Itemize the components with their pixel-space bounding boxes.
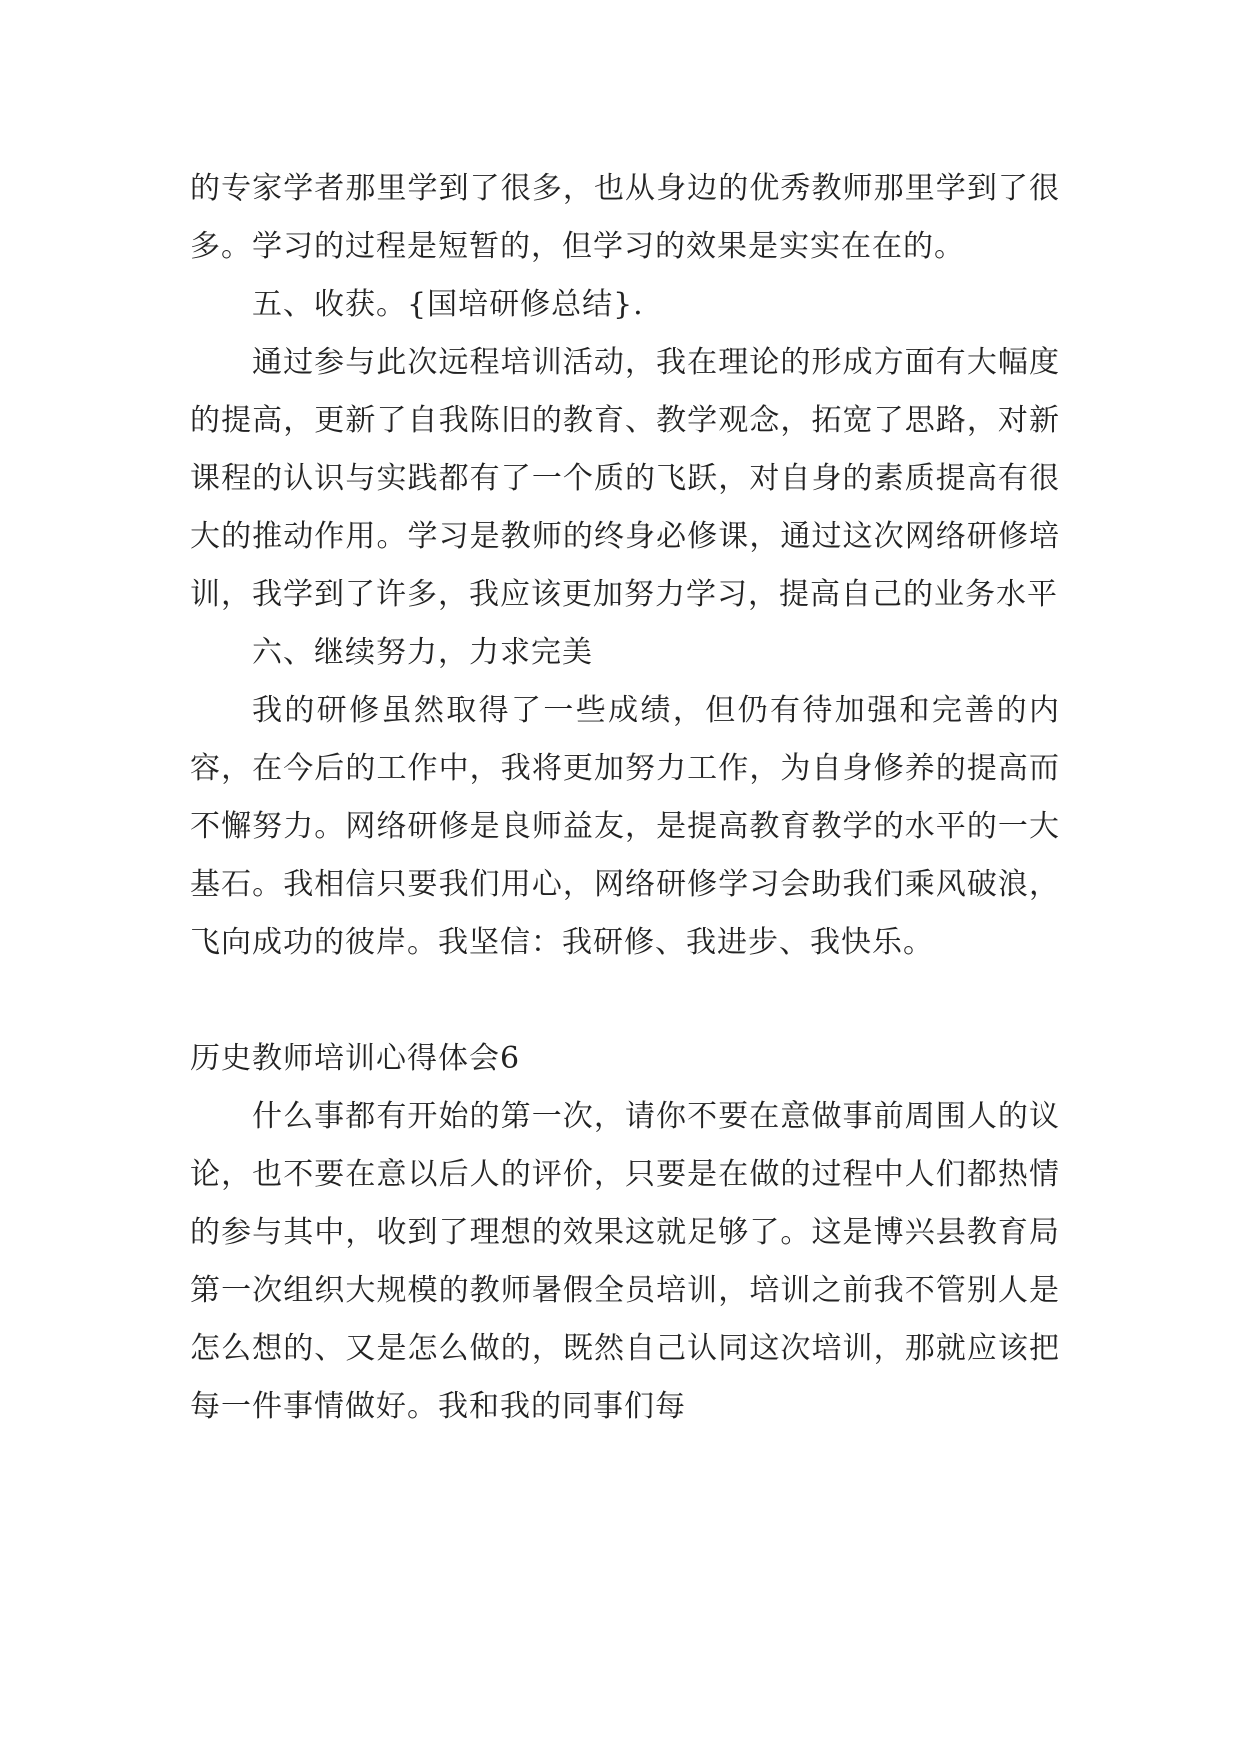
paragraph-article-intro: 什么事都有开始的第一次，请你不要在意做事前周围人的议论，也不要在意以后人的评价，只要是在做的过程中人们都热情的参与其中，收到了理想的效果这就足够了。这是博兴县教育局第一次组织大规模的教师暑假全员培训，培训之前我不管别人是怎么想的、又是怎么做的，既然自己认同这次培训，那就应该把每一件事情做好。我和我的同事们每 <box>190 1099 1060 1424</box>
paragraph-harvest: 通过参与此次远程培训活动，我在理论的形成方面有大幅度的提高，更新了自我陈旧的教育、教学观念，拓宽了思路，对新课程的认识与实践都有了一个质的飞跃，对自身的素质提高有很大的推动作用。学习是教师的终身必修课，通过这次网络研修培训，我学到了许多，我应该更加努力学习，提高自己的业务水平 <box>190 345 1060 612</box>
paragraph-continue: 我的研修虽然取得了一些成绩，但仍有待加强和完善的内容，在今后的工作中，我将更加努力工作，为自身修养的提高而不懈努力。网络研修是良师益友，是提高教育教学的水平的一大基石。我相信只要我们用心，网络研修学习会助我们乘风破浪，飞向成功的彼岸。我坚信：我研修、我进步、我快乐。 <box>190 693 1060 960</box>
paragraph-continuation: 的专家学者那里学到了很多，也从身边的优秀教师那里学到了很多。学习的过程是短暂的，但学习的效果是实实在在的。 <box>190 171 1060 264</box>
document-body <box>190 160 1060 1436</box>
article-title: 历史教师培训心得体会6 <box>190 1041 521 1076</box>
section-heading-harvest: 五、收获。{国培研修总结}. <box>252 287 644 322</box>
section-heading-continue: 六、继续努力，力求完美 <box>252 635 593 670</box>
